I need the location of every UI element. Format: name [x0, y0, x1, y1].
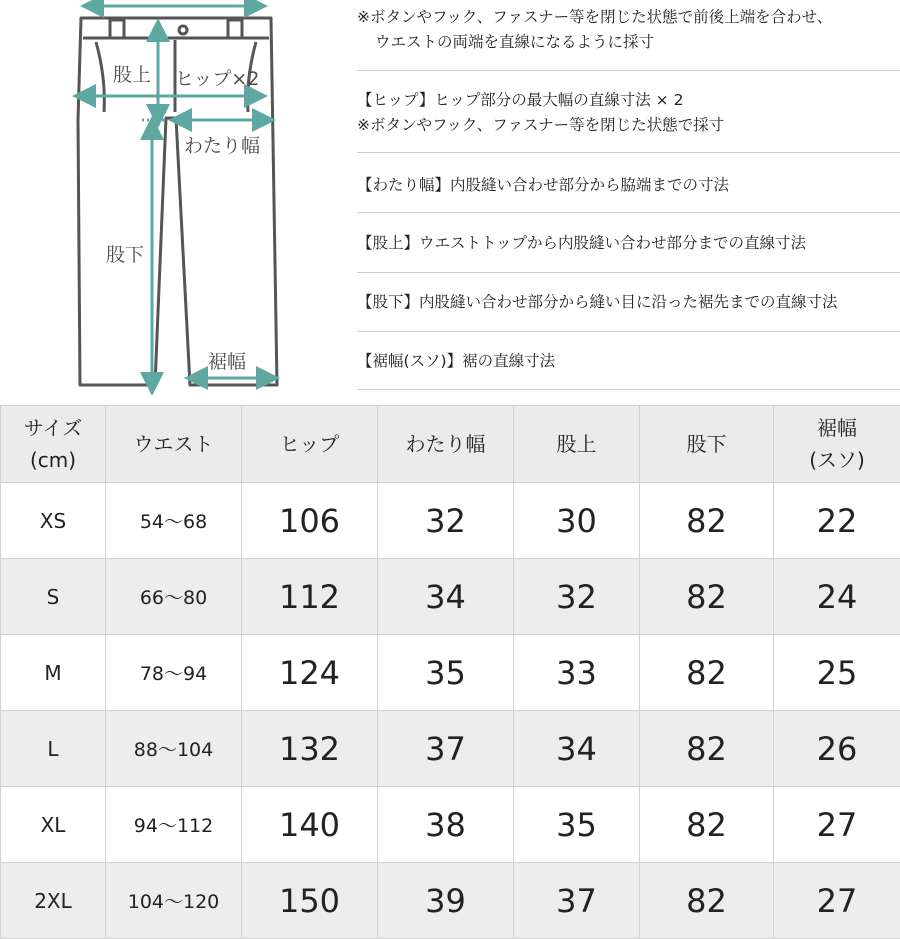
cell-size: 2XL [1, 863, 106, 939]
cell-thigh: 37 [378, 711, 514, 787]
divider [357, 70, 900, 71]
cell-waist: 66〜80 [106, 559, 242, 635]
cell-size: L [1, 711, 106, 787]
cell-waist: 54〜68 [106, 483, 242, 559]
divider [357, 331, 900, 332]
belt-loop-right [228, 20, 242, 38]
header-hip: ヒップ [242, 406, 378, 483]
cell-rise: 30 [514, 483, 640, 559]
divider [357, 272, 900, 273]
cell-size: XS [1, 483, 106, 559]
table-row [1, 863, 900, 939]
table-row [1, 711, 900, 787]
table-header-row [1, 406, 900, 483]
cell-thigh: 39 [378, 863, 514, 939]
cell-hem: 22 [774, 483, 900, 559]
cell-hip: 124 [242, 635, 378, 711]
measurement-guide [0, 0, 900, 395]
rise-label: 股上 [113, 60, 151, 87]
cell-rise: 35 [514, 787, 640, 863]
cell-thigh: 32 [378, 483, 514, 559]
hem-label: 裾幅 [208, 347, 246, 374]
cell-size: XL [1, 787, 106, 863]
cell-size: M [1, 635, 106, 711]
cell-thigh: 34 [378, 559, 514, 635]
cell-inseam: 82 [640, 787, 774, 863]
cell-inseam: 82 [640, 711, 774, 787]
cell-rise: 34 [514, 711, 640, 787]
cell-thigh: 35 [378, 635, 514, 711]
cell-hip: 132 [242, 711, 378, 787]
header-size: サイズ (cm) [1, 406, 106, 483]
inseam-label: 股下 [106, 240, 144, 267]
divider [357, 389, 900, 390]
cell-hem: 26 [774, 711, 900, 787]
cell-rise: 32 [514, 559, 640, 635]
thigh-description: 【わたり幅】内股縫い合わせ部分から脇端までの寸法 [357, 173, 900, 198]
cell-thigh: 38 [378, 787, 514, 863]
hip-label: ヒップ×2 [175, 64, 259, 91]
pants-diagram [0, 0, 340, 395]
hem-description: 【裾幅(スソ)】裾の直線寸法 [357, 349, 900, 374]
pants-illustration [0, 0, 340, 395]
cell-inseam: 82 [640, 635, 774, 711]
header-waist: ウエスト [106, 406, 242, 483]
thigh-label: わたり幅 [184, 131, 260, 158]
cell-hem: 27 [774, 863, 900, 939]
header-inseam: 股下 [640, 406, 774, 483]
header-hem: 裾幅 (スソ) [774, 406, 900, 483]
cell-rise: 33 [514, 635, 640, 711]
cell-waist: 94〜112 [106, 787, 242, 863]
table-row [1, 635, 900, 711]
cell-inseam: 82 [640, 863, 774, 939]
cell-hem: 24 [774, 559, 900, 635]
cell-hip: 106 [242, 483, 378, 559]
table-row [1, 483, 900, 559]
size-table [0, 405, 900, 939]
cell-waist: 104〜120 [106, 863, 242, 939]
inseam-description: 【股下】内股縫い合わせ部分から縫い目に沿った裾先までの直線寸法 [357, 290, 900, 315]
cell-hip: 150 [242, 863, 378, 939]
waist-description: ※ボタンやフック、ファスナー等を閉じた状態で前後上端を合わせ、 ウエストの両端を直線になるように採寸 [357, 5, 900, 55]
cell-hip: 112 [242, 559, 378, 635]
cell-waist: 88〜104 [106, 711, 242, 787]
cell-hem: 25 [774, 635, 900, 711]
divider [357, 212, 900, 213]
header-rise: 股上 [514, 406, 640, 483]
header-thigh: わたり幅 [378, 406, 514, 483]
cell-hip: 140 [242, 787, 378, 863]
divider [357, 152, 900, 153]
table-row [1, 559, 900, 635]
cell-size: S [1, 559, 106, 635]
cell-hem: 27 [774, 787, 900, 863]
hip-description: 【ヒップ】ヒップ部分の最大幅の直線寸法 × 2 ※ボタンやフック、ファスナー等を閉じた状態で採寸 [357, 88, 900, 138]
button [179, 26, 187, 34]
table-row [1, 787, 900, 863]
cell-inseam: 82 [640, 559, 774, 635]
cell-inseam: 82 [640, 483, 774, 559]
belt-loop-left [110, 20, 124, 38]
cell-waist: 78〜94 [106, 635, 242, 711]
rise-description: 【股上】ウエストトップから内股縫い合わせ部分までの直線寸法 [357, 231, 900, 256]
pocket-left [96, 42, 104, 112]
cell-rise: 37 [514, 863, 640, 939]
